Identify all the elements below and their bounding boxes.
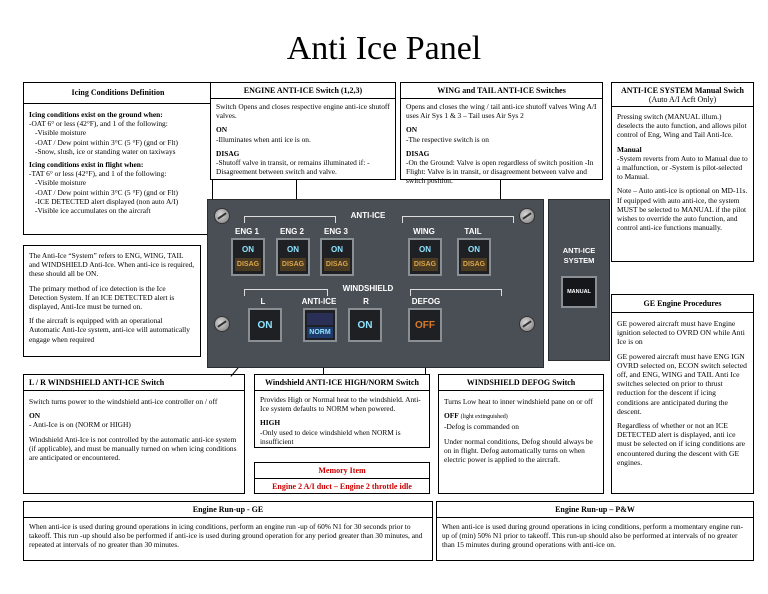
high-norm-box — [254, 374, 430, 448]
disag-light: DISAG — [324, 258, 350, 271]
on-light: ON — [242, 245, 254, 254]
defog-p2: Under normal conditions, Defog should always be on in flight. Defog automatically turns on when electric power is applied to the aircraft. — [444, 436, 593, 465]
wing-anti-ice-button[interactable] — [408, 238, 442, 276]
runup-ge-text: When anti-ice is used during ground operations in icing conditions, perform an engine run -up of 60% N1 for 30 seconds prior to takeoff. This run -up should also be performed if anti-ice is used during ground operation for any period greater than 30 minutes, and repeated at intervals of no greater than 30 minutes. — [29, 522, 423, 550]
icing-definition-box — [23, 82, 213, 235]
off-note: (light extinguished) — [460, 414, 508, 421]
on-light: ON — [331, 245, 343, 254]
flight-line: -TAT 6° or less (42°F), and 1 of the following: — [29, 169, 167, 179]
manual-switch-header: ANTI-ICE SYSTEM Manual Swich — [621, 86, 744, 95]
system-note-box — [23, 245, 201, 357]
system-note-p3: If the aircraft is equipped with an operational Automatic Anti-Ice system, anti-ice will automatically engage when required — [29, 316, 190, 344]
wing-tail-on-text: -The respective switch is on — [406, 134, 489, 144]
right-windshield-button[interactable] — [348, 308, 382, 342]
screw-icon — [519, 316, 535, 332]
disag-light: DISAG — [280, 258, 306, 271]
wing-tail-disag-text: -On the Ground: Valve is open regardless of switch position -In Flight: Valve is in transit, or disagreement between valve and switch position. — [406, 158, 594, 186]
disag-light: DISAG — [235, 258, 261, 271]
disag-label: DISAG — [406, 148, 430, 158]
high-label: HIGH — [260, 418, 281, 428]
ge-procedures-header: GE Engine Procedures — [612, 295, 753, 313]
page-title: Anti Ice Panel — [286, 30, 482, 67]
runup-pw-header: Engine Run-up – P&W — [437, 502, 753, 518]
engine-switch-header: ENGINE ANTI-ICE Switch (1,2,3) — [211, 83, 395, 99]
flight-line: -ICE DETECTED alert displayed (non auto A/I) — [35, 196, 179, 206]
manual-switch-p1: Pressing switch (MANUAL illum.) deselects the auto function, and allows pilot control of Eng, Wing and Tail Anti-Ice. — [617, 112, 747, 140]
anti-ice-panel — [207, 199, 544, 368]
on-light: ON — [419, 245, 431, 254]
eng2-anti-ice-button[interactable] — [276, 238, 310, 276]
tail-label: TAIL — [464, 227, 482, 236]
ge-procedures-box — [611, 294, 754, 494]
system-note-p2: The primary method of ice detection is the Ice Detection System. If an ICE DETECTED alert is displayed, Anti-Ice must be turned on. — [29, 283, 175, 312]
defog-header: WINDSHIELD DEFOG Switch — [439, 375, 603, 391]
wing-tail-header: WING and TAIL ANTI-ICE Switches — [401, 83, 602, 99]
ground-line: -Visible moisture — [35, 128, 87, 138]
flight-title: Icing conditions exist in flight when: — [29, 160, 144, 170]
bracket — [244, 216, 336, 223]
manual-light: MANUAL — [567, 289, 591, 295]
ground-line: -Snow, slush, ice or standing water on taxiways — [35, 146, 176, 156]
lr-windshield-header: L / R WINDSHIELD ANTI-ICE Switch — [24, 375, 244, 391]
lr-windshield-p2: Windshield Anti-Ice is not controlled by the automatic anti-ice system (if applicable), and must be manually turned on when icing conditions are anticipated or encountered. — [29, 434, 237, 463]
screw-icon — [214, 316, 230, 332]
flight-line: -OAT / Dew point within 3°C (5 °F) (gnd or Flt) — [35, 187, 178, 197]
high-text: -Only used to deice windshield when NORM is insufficient — [260, 427, 401, 446]
windshield-l-label: L — [260, 297, 266, 306]
anti-ice-label: ANTI-ICE — [350, 211, 386, 220]
ge-p3: Regardless of whether or not an ICE DETECTED alert is displayed, anti ice must be selected on if icing conditions are encountered during the descent with GE engines. — [617, 421, 746, 467]
wing-tail-box — [400, 82, 603, 186]
ground-title: Icing conditions exist on the ground when: — [29, 110, 163, 119]
lr-on-text: - Anti-Ice is on (NORM or HIGH) — [29, 420, 131, 430]
off-light: OFF — [415, 320, 435, 331]
engine-switch-box — [210, 82, 396, 180]
engine-disag-text: -Shutoff valve in transit, or remains illuminated if: -Disagreement between switch and valve. — [216, 158, 370, 177]
bracket — [402, 216, 514, 223]
defog-intro: Turns Low heat to inner windshield pane on or off — [444, 397, 593, 406]
eng1-label: ENG 1 — [234, 227, 259, 236]
on-light: ON — [357, 320, 373, 331]
runup-ge-box — [23, 501, 433, 561]
ge-p2: GE powered aircraft must have ENG IGN OVRD selected on, ECON switch selected off, and ENG, WING and TAIL Anti Ice switches selected on prior to thrust reduction for the descent if icing conditions are anticipated during the descent. — [617, 351, 747, 416]
wing-tail-intro: Opens and closes the wing / tail anti-ice shutoff valves Wing A/I uses Air Sys 1 & 3 – Tail uses Air Sys 2 — [406, 102, 597, 121]
on-label: ON — [216, 125, 228, 135]
defog-label: DEFOG — [411, 297, 441, 306]
memory-item-text: Engine 2 A/I duct – Engine 2 throttle idle — [272, 482, 412, 491]
engine-on-text: -Illuminates when anti ice is on. — [216, 134, 311, 144]
windshield-label: WINDSHIELD — [342, 284, 394, 293]
runup-pw-text: When anti-ice is used during ground operations in icing conditions, perform a momentary engine run-up of (min) 50% N1 prior to takeoff. This run-up should also be performed at intervals of no greater than 15 minutes during ground operations with anti-ice on. — [442, 522, 744, 550]
runup-ge-header: Engine Run-up - GE — [24, 502, 432, 518]
eng2-label: ENG 2 — [279, 227, 304, 236]
eng1-anti-ice-button[interactable] — [231, 238, 265, 276]
flight-line: -Visible ice accumulates on the aircraft — [35, 206, 151, 216]
manual-switch-box — [611, 82, 754, 262]
manual-button[interactable] — [561, 276, 597, 308]
eng3-anti-ice-button[interactable] — [320, 238, 354, 276]
defog-box — [438, 374, 604, 494]
lr-windshield-intro: Switch turns power to the windshield anti-ice controller on / off — [29, 397, 218, 406]
defog-button[interactable] — [408, 308, 442, 342]
ground-line: -OAT 6° or less (42°F), and 1 of the following: — [29, 119, 168, 129]
bracket — [244, 289, 328, 296]
bracket — [410, 289, 502, 296]
system-label-1: ANTI-ICE — [562, 246, 596, 255]
windshield-r-label: R — [363, 297, 369, 306]
high-norm-header: Windshield ANTI-ICE HIGH/NORM Switch — [255, 375, 429, 391]
memory-item-box — [254, 462, 430, 494]
engine-switch-intro: Switch Opens and closes respective engine anti-ice shutoff valves. — [216, 102, 390, 121]
manual-switch-subheader: (Auto A/I Acft Only) — [648, 95, 717, 104]
ge-p1: GE powered aircraft must have Engine ignition selected to OVRD ON while Anti Ice is on — [617, 319, 745, 347]
icing-definition-header: Icing Conditions Definition — [24, 83, 212, 104]
off-label: OFF — [444, 411, 459, 421]
manual-label: Manual — [617, 144, 642, 154]
flight-line: -Visible moisture — [35, 178, 87, 188]
on-label: ON — [29, 411, 41, 421]
manual-note: Note – Auto anti-ice is optional on MD-11s. If equipped with auto anti-ice, the system MUST be selected to MANUAL if the pilot wishes to override the auto function, and control anti-ice functions manually. — [617, 186, 748, 233]
norm-light: NORM — [307, 327, 333, 338]
windshield-antiice-label: ANTI-ICE — [301, 297, 337, 306]
on-label: ON — [406, 125, 418, 135]
ground-line: -OAT / Dew point within 3°C (5 °F) (gnd or Flt) — [35, 137, 178, 147]
left-windshield-button[interactable] — [248, 308, 282, 342]
memory-item-label: Memory Item — [255, 463, 429, 479]
manual-text: -System reverts from Auto to Manual due to a malfunction, or -System is pilot-selected to Manual. — [617, 153, 748, 182]
disag-light: DISAG — [412, 258, 438, 271]
lr-windshield-box — [23, 374, 245, 494]
high-light — [307, 313, 333, 325]
screw-icon — [214, 208, 230, 224]
system-note-p1: The Anti-Ice “System” refers to ENG, WING, TAIL and WINDSHIELD Anti-Ice. When anti-ice is required, these should all be ON. — [29, 251, 195, 279]
anti-ice-system-panel — [548, 199, 610, 361]
on-light: ON — [468, 245, 480, 254]
wing-label: WING — [413, 227, 435, 236]
on-light: ON — [287, 245, 299, 254]
on-light: ON — [257, 320, 273, 331]
high-norm-button[interactable] — [303, 308, 337, 342]
system-label-2: SYSTEM — [563, 256, 595, 265]
disag-label: DISAG — [216, 148, 240, 158]
high-norm-intro: Provides High or Normal heat to the windshield. Anti-Ice system defaults to NORM when powered. — [260, 395, 421, 414]
disag-light: DISAG — [461, 258, 487, 271]
screw-icon — [519, 208, 535, 224]
runup-pw-box — [436, 501, 754, 561]
eng3-label: ENG 3 — [323, 227, 348, 236]
tail-anti-ice-button[interactable] — [457, 238, 491, 276]
off-text: -Defog is commanded on — [444, 422, 519, 432]
